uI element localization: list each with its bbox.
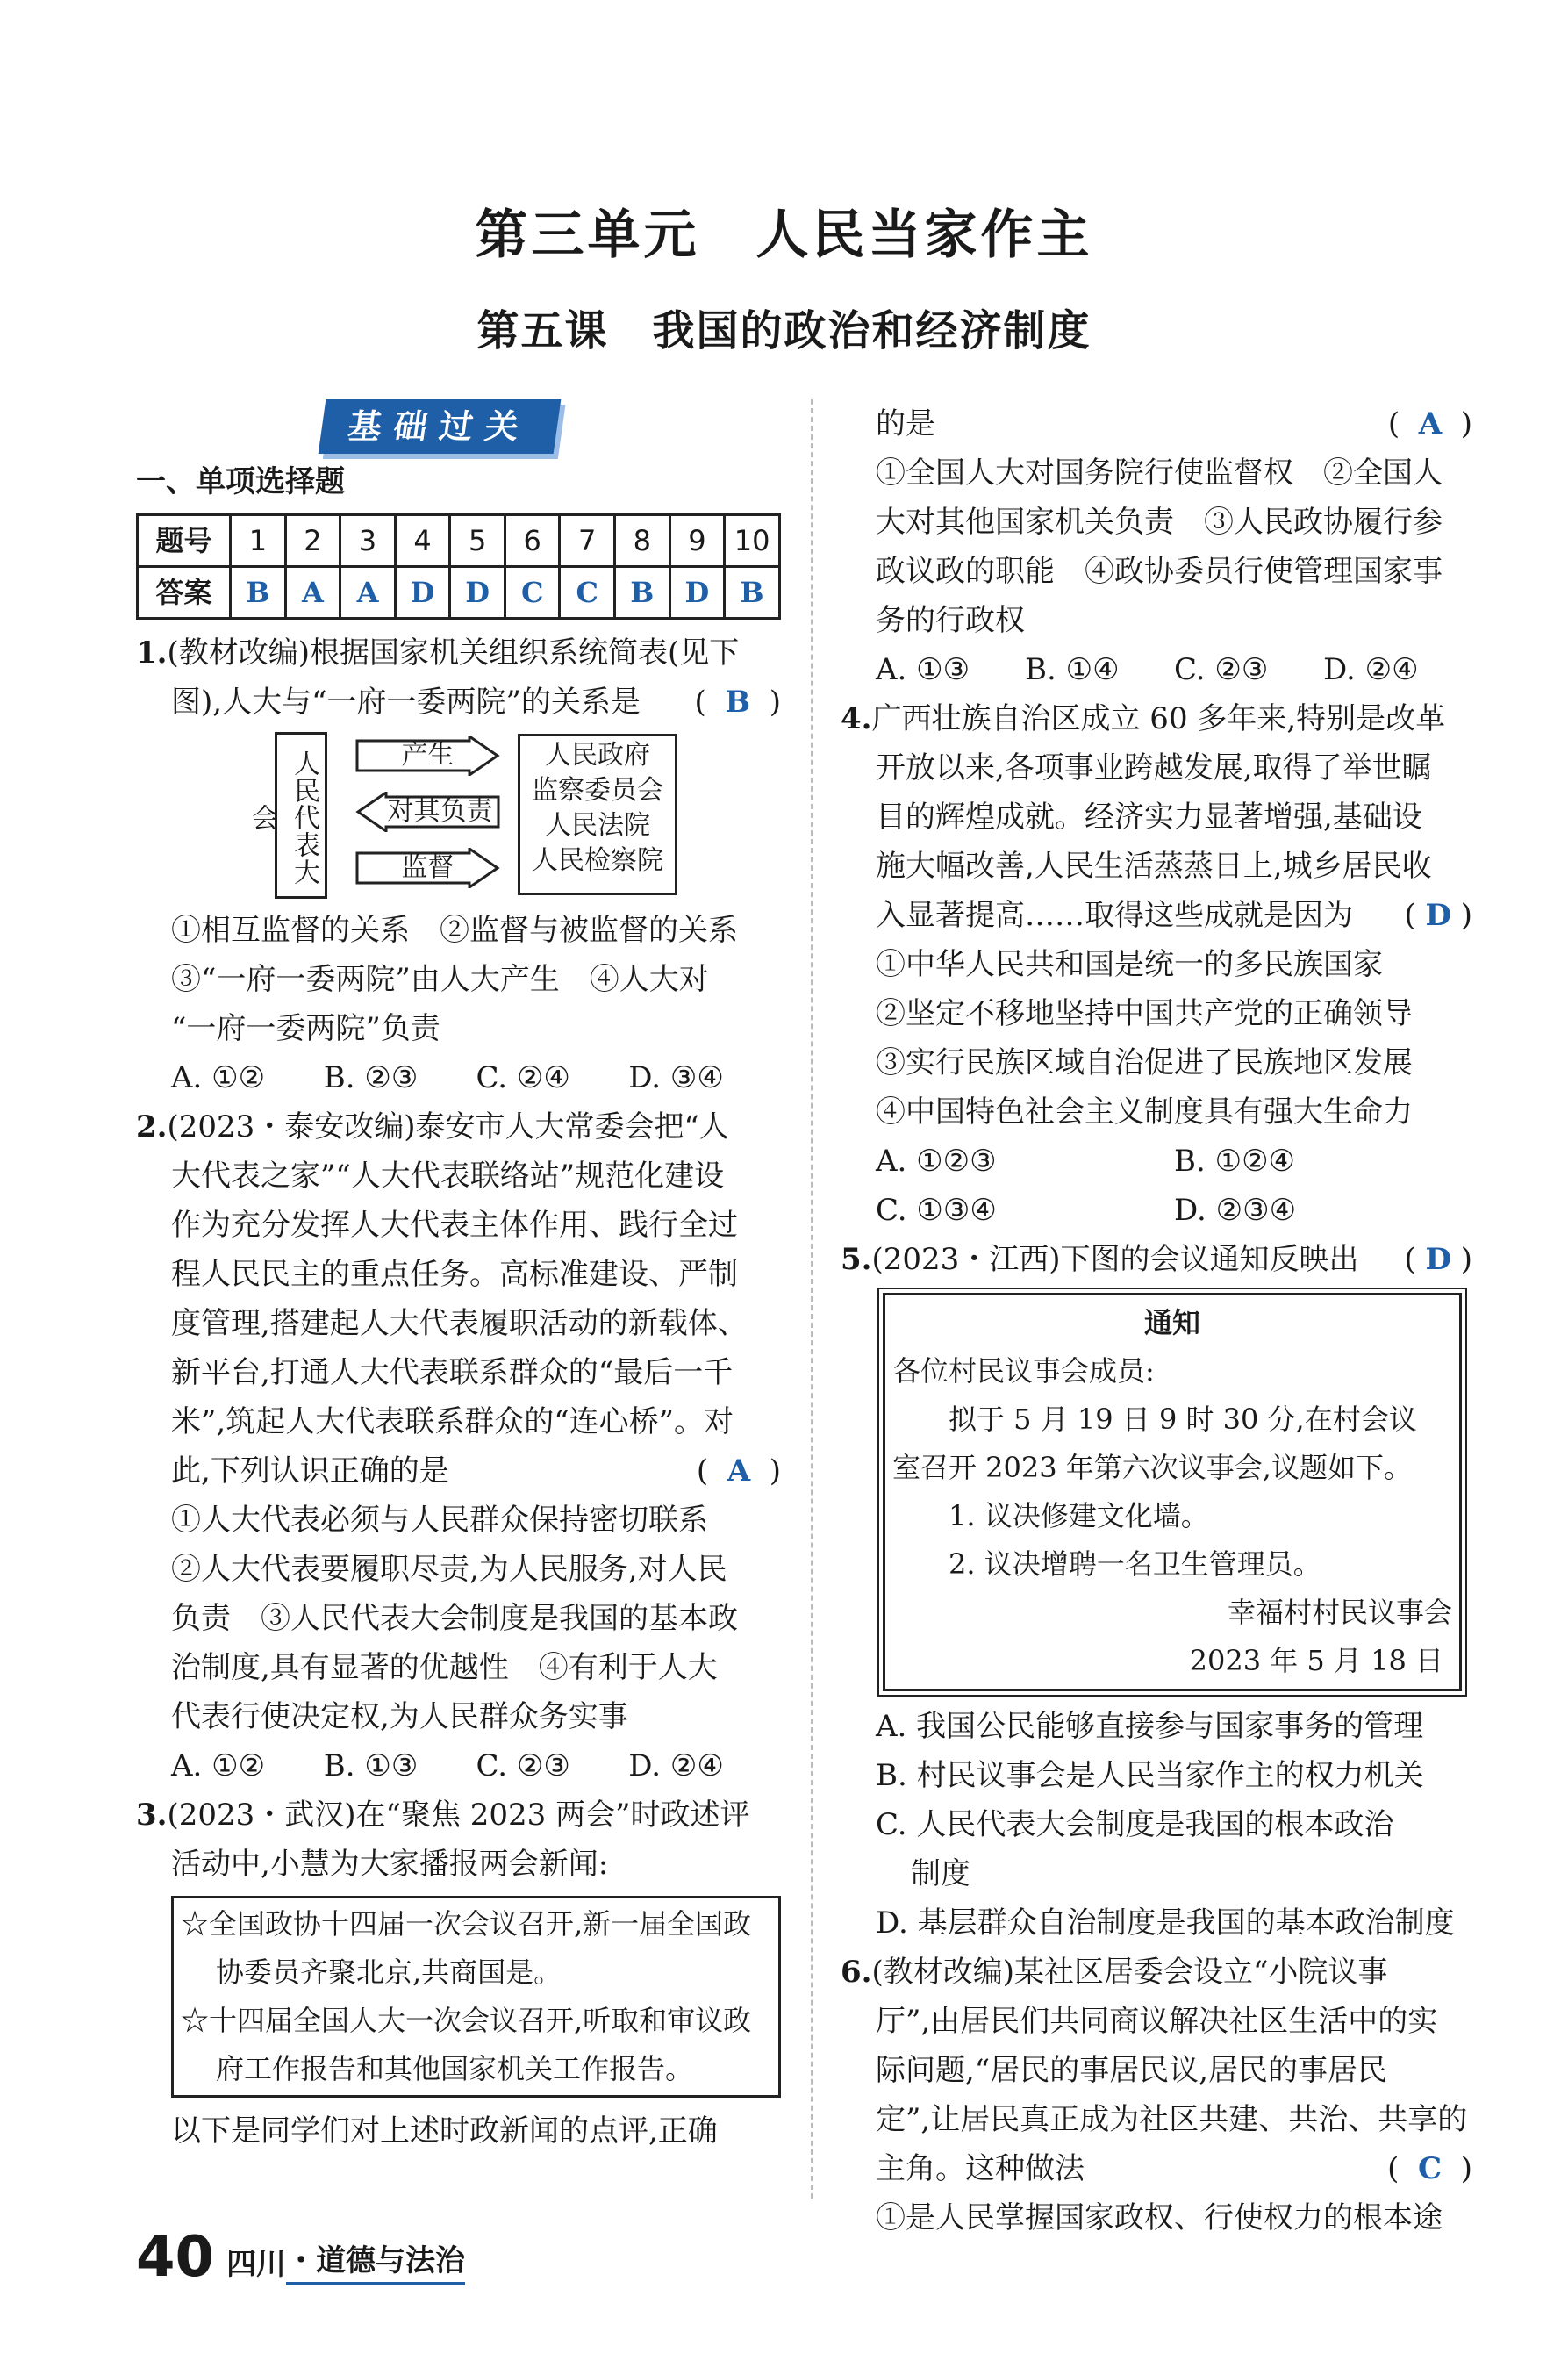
statement-line: 代表行使决定权,为人民群众务实事 bbox=[171, 1699, 628, 1734]
question-text: 入显著提高……取得这些成就是因为 bbox=[876, 898, 1353, 933]
question-text: (2023・武汉)在“聚焦 2023 两会”时政述评 bbox=[167, 1798, 750, 1833]
option: D. ②③④ bbox=[1174, 1193, 1297, 1228]
option: B. 村民议事会是人民当家作主的权力机关 bbox=[876, 1758, 1424, 1793]
question-text: 活动中,小慧为大家播报两会新闻: bbox=[171, 1847, 609, 1882]
question-number: 6. bbox=[841, 1955, 872, 1990]
statement-line: 大对其他国家机关负责 ③人民政协履行参 bbox=[876, 505, 1443, 540]
option: B. ①②④ bbox=[1174, 1144, 1296, 1179]
option: D. ②④ bbox=[628, 1748, 724, 1783]
answer-bracket: ( A ) bbox=[1387, 406, 1472, 441]
answer-cell: A bbox=[340, 567, 396, 619]
section-banner: 基础过关 bbox=[319, 399, 562, 454]
organization-diagram bbox=[136, 732, 781, 897]
arrow-label: 监督 bbox=[401, 852, 455, 883]
question-number: 3. bbox=[136, 1798, 168, 1833]
statement-line: ④中国特色社会主义制度具有强大生命力 bbox=[876, 1094, 1413, 1130]
answer-letter: A bbox=[1418, 406, 1443, 441]
question-text: 的是 bbox=[876, 406, 935, 441]
notice-body: 室召开 2023 年第六次议事会,议题如下。 bbox=[892, 1451, 1412, 1484]
option: D. ②④ bbox=[1323, 652, 1419, 687]
arrow-label: 产生 bbox=[401, 740, 455, 771]
organ-label: 人民政府 bbox=[545, 740, 650, 771]
table-cell: 6 bbox=[505, 515, 560, 567]
option: B. ①④ bbox=[1025, 652, 1120, 687]
lesson-title: 第五课 我国的政治和经济制度 bbox=[476, 306, 1092, 355]
answer-bracket: ( A ) bbox=[696, 1453, 781, 1489]
question-text: 此,下列认识正确的是 bbox=[171, 1453, 449, 1489]
statement-line: 政议政的职能 ④政协委员行使管理国家事 bbox=[876, 554, 1443, 589]
question-text: 米”,筑起人大代表联系群众的“连心桥”。对 bbox=[171, 1404, 734, 1439]
options bbox=[136, 1741, 781, 1790]
question-1 bbox=[136, 628, 781, 1102]
answer-letter: D bbox=[1425, 1242, 1451, 1277]
table-cell: 3 bbox=[340, 515, 396, 567]
option: A. ①② bbox=[171, 1748, 266, 1783]
options bbox=[841, 645, 1472, 694]
page-footer bbox=[136, 2225, 466, 2290]
question-number: 5. bbox=[841, 1242, 872, 1277]
table-header-cell: 答案 bbox=[138, 567, 231, 619]
statement-line: ①中华人民共和国是统一的多民族国家 bbox=[876, 947, 1383, 982]
unit-title: 第三单元 人民当家作主 bbox=[475, 205, 1093, 266]
question-2 bbox=[136, 1102, 781, 1790]
question-number: 4. bbox=[841, 701, 872, 736]
statement-line: ①人大代表必须与人民群众保持密切联系 bbox=[171, 1503, 708, 1538]
option: C. ②③ bbox=[1174, 652, 1269, 687]
notice-title: 通知 bbox=[1143, 1306, 1200, 1339]
options bbox=[841, 1186, 1472, 1235]
answer-cell: B bbox=[231, 567, 286, 619]
answer-cell: D bbox=[669, 567, 725, 619]
notice-body: 拟于 5 月 19 日 9 时 30 分,在村会议 bbox=[949, 1403, 1417, 1436]
table-header-cell: 题号 bbox=[138, 515, 231, 567]
answer-cell: D bbox=[395, 567, 450, 619]
answer-cell: C bbox=[560, 567, 615, 619]
answer-cell: B bbox=[615, 567, 670, 619]
option: D. 基层群众自治制度是我国的基本政治制度 bbox=[876, 1905, 1455, 1941]
question-text: 新平台,打通人大代表联系群众的“最后一千 bbox=[171, 1355, 734, 1390]
answer-bracket: ( B ) bbox=[694, 685, 781, 720]
question-text: (教材改编)根据国家机关组织系统简表(见下 bbox=[167, 635, 740, 671]
option: D. ③④ bbox=[628, 1060, 724, 1095]
option: C. 人民代表大会制度是我国的根本政治 bbox=[876, 1807, 1394, 1842]
answer-letter: A bbox=[727, 1453, 751, 1489]
statement-line: ②坚定不移地坚持中国共产党的正确领导 bbox=[876, 996, 1413, 1031]
table-cell: 2 bbox=[285, 515, 340, 567]
statement-line: 负责 ③人民代表大会制度是我国的基本政 bbox=[171, 1601, 738, 1636]
notice-date: 2023 年 5 月 18 日 bbox=[1189, 1644, 1443, 1677]
answer-letter: B bbox=[725, 685, 751, 720]
table-cell: 10 bbox=[725, 515, 780, 567]
footer-dot: ・ bbox=[286, 2240, 316, 2285]
statement-line: ②人大代表要履职尽责,为人民服务,对人民 bbox=[171, 1552, 727, 1587]
section-heading: 一、单项选择题 bbox=[136, 464, 345, 499]
diagram-npc-box: 人民代表大会 bbox=[275, 732, 327, 899]
meeting-notice bbox=[883, 1293, 1462, 1691]
organ-label: 人民检察院 bbox=[532, 845, 663, 876]
table-cell: 4 bbox=[395, 515, 450, 567]
statement-line: ①全国人大对国务院行使监督权 ②全国人 bbox=[876, 456, 1443, 491]
answer-table-answer-row bbox=[138, 567, 780, 619]
question-text: 厅”,由居民们共同商议解决社区生活中的实 bbox=[876, 2004, 1438, 2039]
question-text: 主角。这种做法 bbox=[876, 2151, 1085, 2186]
question-text: 图),人大与“一府一委两院”的关系是 bbox=[171, 685, 641, 720]
answer-cell: A bbox=[285, 567, 340, 619]
option: B. ②③ bbox=[323, 1060, 419, 1095]
footer-subject: 道德与法治 bbox=[316, 2240, 465, 2285]
option: B. ①③ bbox=[323, 1748, 419, 1783]
question-3-continued bbox=[841, 399, 1472, 694]
question-text: 目的辉煌成就。经济实力显著增强,基础设 bbox=[876, 800, 1422, 835]
statement-line: ③实行民族区域自治促进了民族地区发展 bbox=[876, 1045, 1413, 1080]
arrow-left bbox=[355, 792, 500, 832]
column-divider bbox=[811, 399, 813, 2199]
question-text: 广西壮族自治区成立 60 多年来,特别是改革 bbox=[871, 701, 1446, 736]
table-cell: 1 bbox=[231, 515, 286, 567]
question-text: 际问题,“居民的事居民议,居民的事居民 bbox=[876, 2053, 1387, 2088]
answer-cell: D bbox=[450, 567, 505, 619]
option: A. 我国公民能够直接参与国家事务的管理 bbox=[876, 1709, 1424, 1744]
question-text: 作为充分发挥人大代表主体作用、践行全过 bbox=[171, 1208, 738, 1243]
notice-item: 1. 议决修建文化墙。 bbox=[949, 1499, 1209, 1532]
page-number: 40 bbox=[136, 2225, 215, 2290]
table-cell: 5 bbox=[450, 515, 505, 567]
news-box bbox=[171, 1896, 781, 2098]
answer-letter: C bbox=[1418, 2151, 1443, 2186]
question-text: 定”,让居民真正成为社区共建、共治、共享的 bbox=[876, 2102, 1468, 2137]
option-continued: 制度 bbox=[911, 1856, 970, 1891]
option: C. ①③④ bbox=[876, 1193, 997, 1228]
question-text: 程人民民主的重点任务。高标准建设、严制 bbox=[171, 1257, 738, 1292]
answer-bracket: ( D ) bbox=[1404, 1242, 1472, 1277]
answer-bracket: ( C ) bbox=[1387, 2151, 1472, 2186]
arrow-label: 对其负责 bbox=[387, 796, 493, 827]
options bbox=[841, 1137, 1472, 1186]
question-number: 1. bbox=[136, 635, 168, 671]
question-4 bbox=[841, 694, 1472, 1235]
table-cell: 9 bbox=[669, 515, 725, 567]
notice-signature: 幸福村村民议事会 bbox=[1227, 1596, 1452, 1629]
answer-bracket: ( D ) bbox=[1404, 898, 1472, 933]
arrow-right bbox=[355, 848, 500, 888]
answer-table-number-row bbox=[138, 515, 780, 567]
option: C. ②④ bbox=[476, 1060, 570, 1095]
organ-label: 人民法院 bbox=[545, 810, 650, 841]
statement-line: ①是人民掌握国家政权、行使权力的根本途 bbox=[876, 2200, 1443, 2235]
diagram-organs-box bbox=[518, 734, 677, 895]
table-cell: 7 bbox=[560, 515, 615, 567]
question-6 bbox=[841, 1948, 1472, 2242]
answer-table bbox=[136, 513, 781, 620]
notice-item: 2. 议决增聘一名卫生管理员。 bbox=[949, 1547, 1321, 1581]
news-item: ☆十四届全国人大一次会议召开,听取和审议政府工作报告和其他国家机关工作报告。 bbox=[181, 2004, 752, 2085]
options bbox=[136, 1053, 781, 1102]
question-text: 开放以来,各项事业跨越发展,取得了举世瞩 bbox=[876, 750, 1432, 786]
answer-letter: D bbox=[1425, 898, 1451, 933]
table-cell: 8 bbox=[615, 515, 670, 567]
footer-province: 四川 bbox=[226, 2247, 287, 2282]
news-item: ☆全国政协十四届一次会议召开,新一届全国政协委员齐聚北京,共商国是。 bbox=[181, 1907, 752, 1989]
option: C. ②③ bbox=[476, 1748, 570, 1783]
question-3 bbox=[136, 1790, 781, 2156]
statement-line: 治制度,具有显著的优越性 ④有利于人大 bbox=[171, 1650, 718, 1685]
question-text: 以下是同学们对上述时政新闻的点评,正确 bbox=[171, 2113, 718, 2149]
arrow-right bbox=[355, 736, 500, 776]
question-text: 度管理,搭建起人大代表履职活动的新载体、 bbox=[171, 1306, 748, 1341]
statement-line: ①相互监督的关系 ②监督与被监督的关系 bbox=[171, 913, 738, 948]
statement-line: 务的行政权 bbox=[876, 603, 1025, 638]
question-number: 2. bbox=[136, 1109, 168, 1145]
statement-line: ③“一府一委两院”由人大产生 ④人大对 bbox=[171, 962, 709, 997]
option: A. ①③ bbox=[876, 652, 970, 687]
question-text: 大代表之家”“人大代表联络站”规范化建设 bbox=[171, 1159, 725, 1194]
question-text: (2023・泰安改编)泰安市人大常委会把“人 bbox=[167, 1109, 729, 1145]
option: A. ①② bbox=[171, 1060, 266, 1095]
question-text: (2023・江西)下图的会议通知反映出 bbox=[871, 1242, 1359, 1277]
answer-cell: B bbox=[725, 567, 780, 619]
question-5 bbox=[841, 1235, 1472, 1948]
left-column bbox=[136, 399, 781, 2156]
option: A. ①②③ bbox=[876, 1144, 997, 1179]
notice-greeting: 各位村民议事会成员: bbox=[892, 1354, 1155, 1388]
organ-label: 监察委员会 bbox=[532, 775, 663, 806]
answer-cell: C bbox=[505, 567, 560, 619]
statement-line: “一府一委两院”负责 bbox=[171, 1011, 440, 1046]
question-text: 施大幅改善,人民生活蒸蒸日上,城乡居民收 bbox=[876, 849, 1432, 884]
question-text: (教材改编)某社区居委会设立“小院议事 bbox=[871, 1955, 1388, 1990]
right-column bbox=[841, 399, 1472, 2242]
